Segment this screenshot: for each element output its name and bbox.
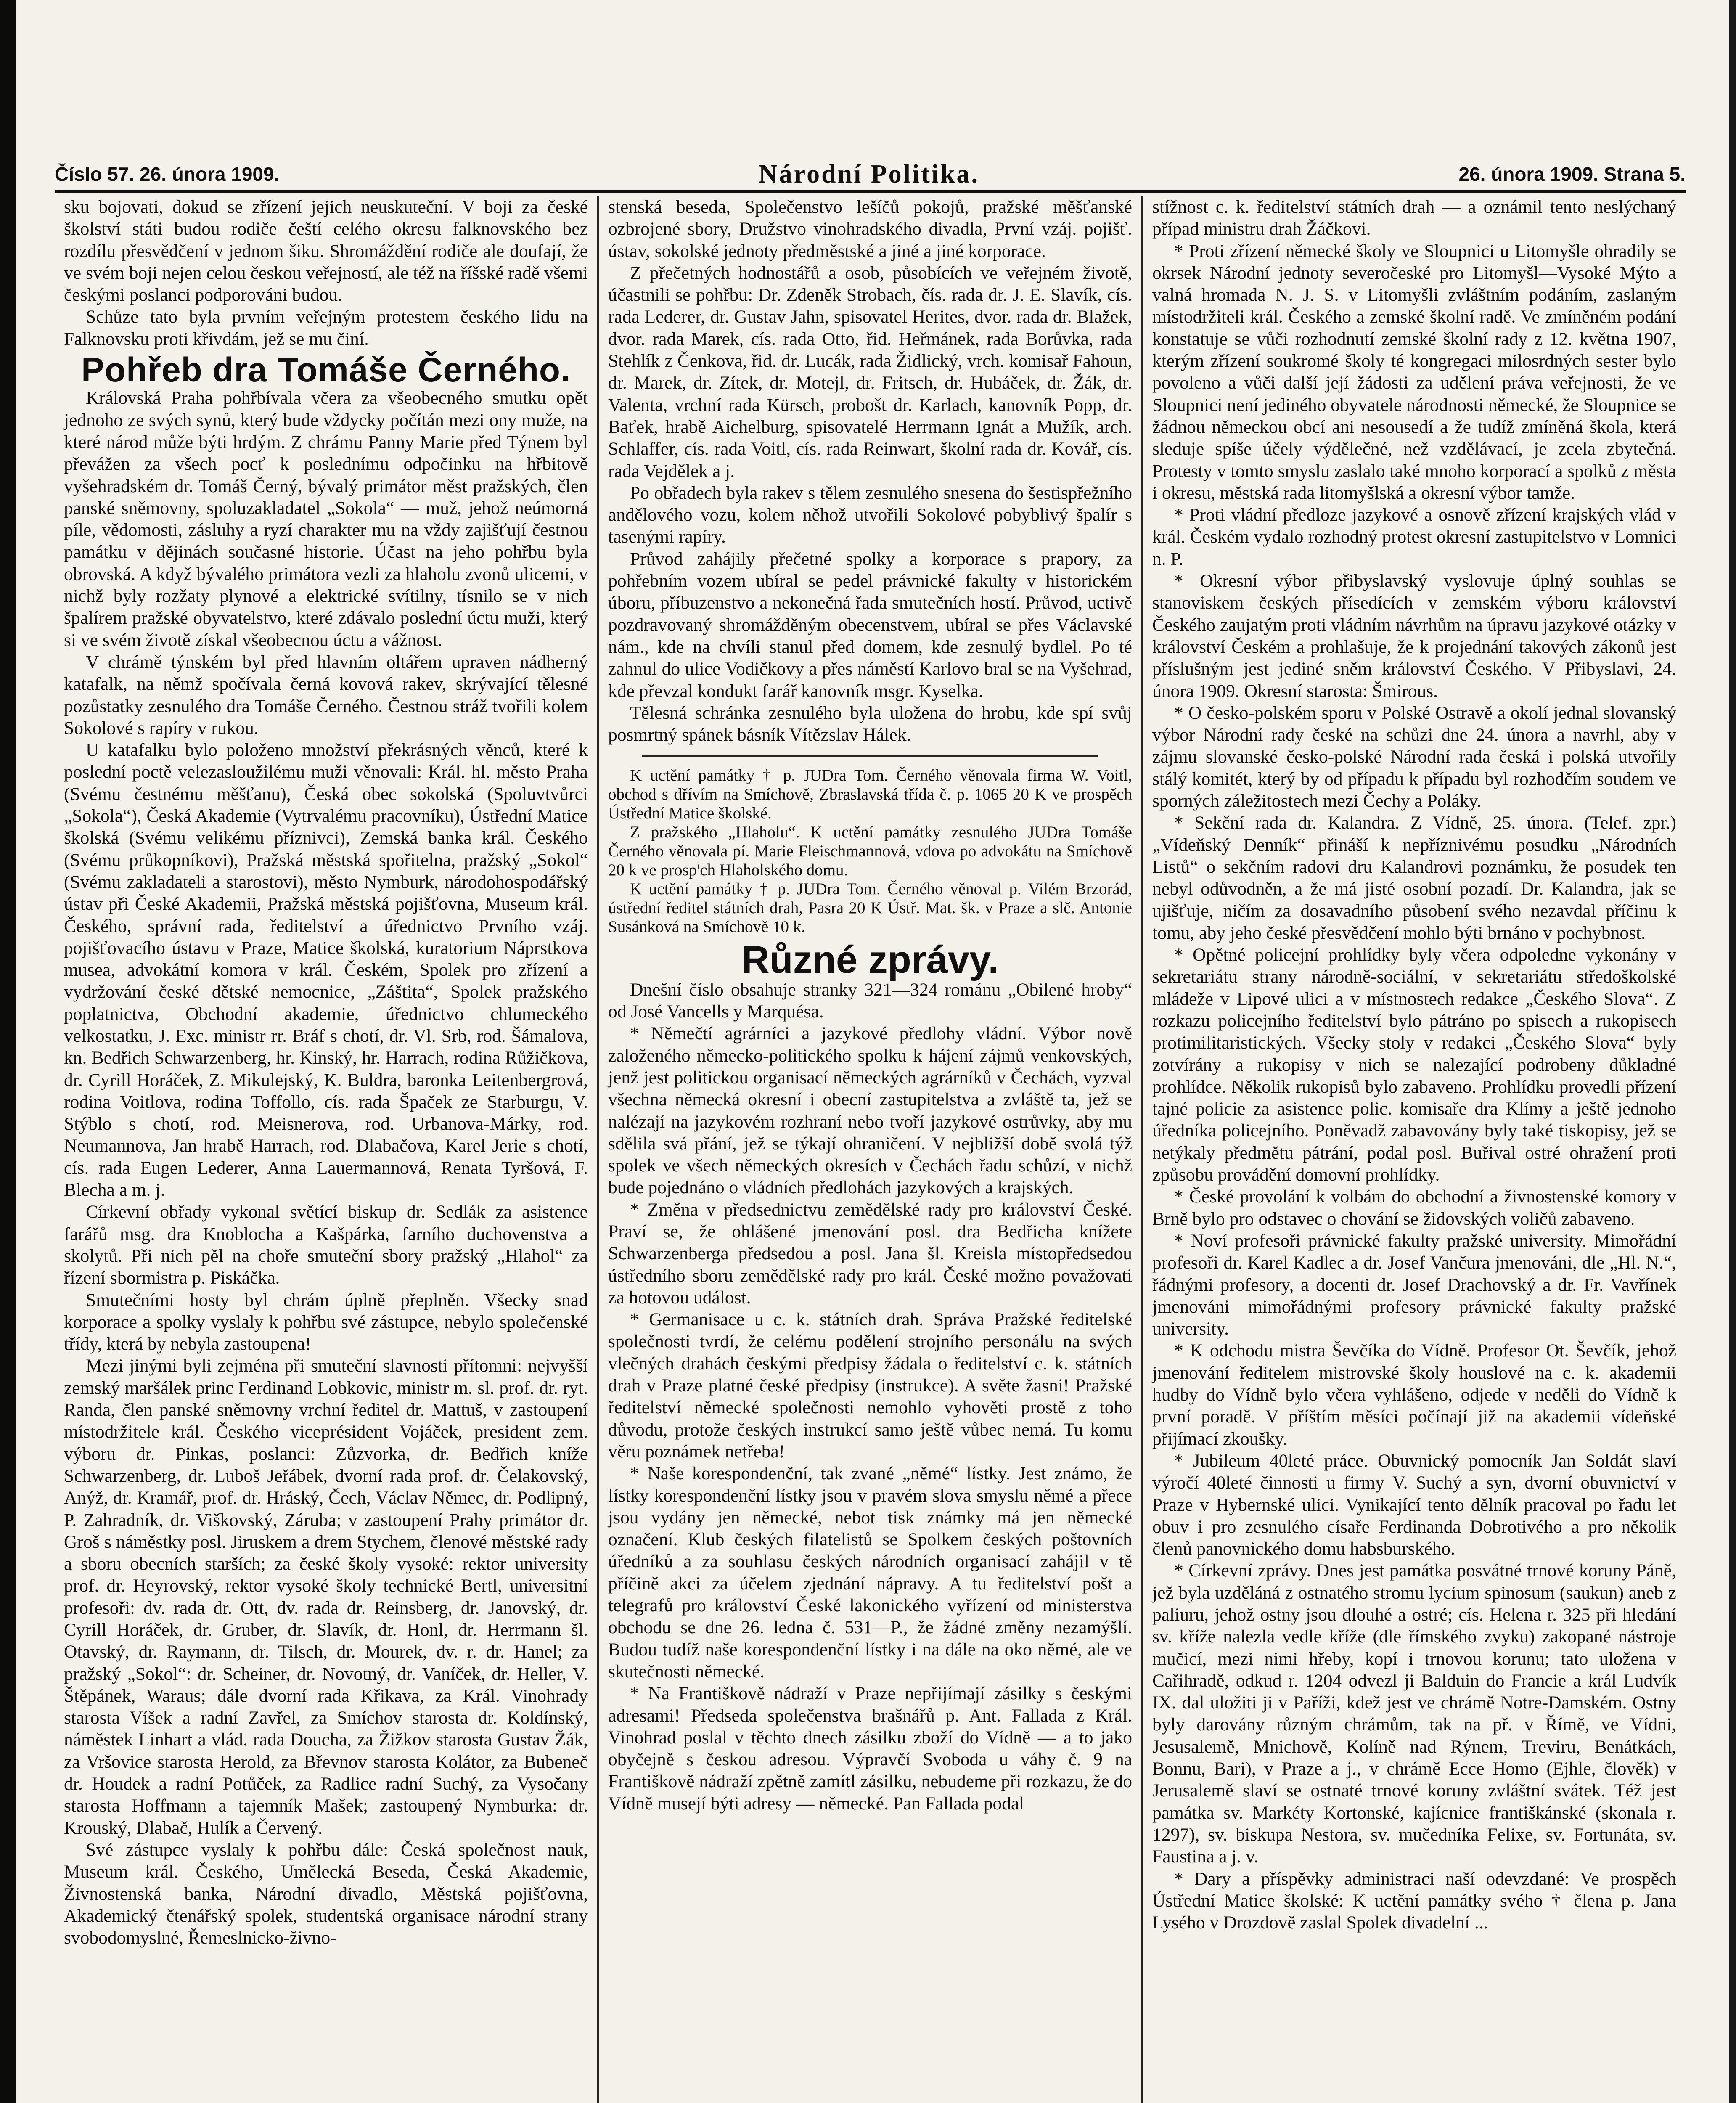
paragraph: Z pražského „Hlaholu“. K uctění památky zesnulého JUDra Tomáše Černého věnovala pí. Marie Fleischmannová, vdova po advokátu na Smíchově 20 k ve prosp'ch Hlaholského domu. [608,823,1132,879]
scan-edge-left [0,0,16,2103]
paragraph: Z přečetných hodnostářů a osob, působících ve veřejném životě, účastnili se pohřbu: Dr. Zdeněk Strobach, čís. rada dr. J. E. Slavík, cís. rada Lederer, dr. Gustav Jahn, spisovatel Herites, dvor. rada dr. Blažek, dvor. rada Marek, cís. rada Otto, řid. Heřmánek, rada Borůvka, rada Stehlík z Čenkova, řid. dr. Lucák, rada Židlický, vrch. komisař Fahoun, dr. Marek, dr. Zítek, dr. Motejl, dr. Fritsch, dr. Hubáček, dr. Žák, dr. Valenta, vrchní rada Kürsch, probošt dr. Karlach, kanovník Popp, dr. Baťek, hrabě Aichelburg, spisovatelé Herrmann Ignát a Mužík, arch. Schlaffer, cís. rada Voitl, cís. rada Reinwart, školní rada dr. Kovář, cís. rada Vejdělek a j. [608,262,1132,481]
paragraph: Církevní obřady vykonal světící biskup dr. Sedlák za asistence farářů msg. dra Knoblocha a Kašpárka, farního duchovenstva a skolytů. Při nich pěl na choře smuteční sbory pražský „Hlahol“ za řízení sbormistra p. Piskáčka. [64,1202,588,1288]
paragraph: * Germanisace u c. k. státních drah. Správa Pražské ředitelské společnosti tvrdí, že celému podělení strojního personálu na svých vlečných drahách českými předpisy žádala o ředitelství c. k. státních drah v Praze platné české předpisy (instrukce). A světe žasni! Pražské ředitelství německé společnosti nemohlo vyhověti prostě z toho důvodu, protože českých instrukcí samo ještě vůbec nemá. Tu komu věru poznámek netřeba! [608,1309,1132,1462]
column-1 [55,196,597,2103]
paragraph: V chrámě týnském byl před hlavním oltářem upraven nádherný katafalk, na němž spočívala černá kovová rakev, skrývající tělesné pozůstatky zesnulého dra Tomáše Černého. Čestnou stráž tvořili kolem Sokolové s rapíry v rukou. [64,652,588,738]
paragraph: U katafalku bylo položeno množství překrásných věnců, které k poslední poctě velezasloužilému muži věnovali: Král. hl. město Praha (Svému čestnému měšťanu), Česká obec sokolská (Spoluvtvůrci „Sokola“), Česká Akademie (Vytrvalému pracovníku), Ústřední Matice školská (Svému velikému příznivci), Zemská banka král. Českého (Svému průkopníkovi), Pražská městská spořitelna, pražský „Sokol“ (Svému zakladateli a starostovi), město Nymburk, národohospodářský ústav při České Akademii, Pražská městská pojišťovna, Museum král. Českého, správní rada, ředitelství a úřednictvo Prvního vzáj. pojišťovacího ústavu v Praze, Matice školská, kuratorium Náprstkova musea, advokátní komora v král. Českém, Spolek pro zřízení a vydržování české dětské nemocnice, „Záštita“, Spolek pražského poplatnictva, Obchodní akademie, úřednictvo chlumeckého velkostatku, J. Exc. ministr rr. Bráf s chotí, dr. Vl. Srb, rod. Šámalova, kn. Bedřich Schwarzenberg, hr. Kinský, hr. Harrach, rodina Růžičkova, dr. Cyrill Horáček, Z. Mikulejský, K. Buldra, baronka Leitenbergrová, rodina Voitlova, rodina Toffollo, cís. rada Špaček ze Starburgu, V. Stýblo s chotí, rod. Meisnerova, rod. Urbanova-Márky, rod. Neumannova, Jan hrabě Harrach, rod. Dlabačova, Karel Jerie s chotí, cís. rada Eugen Lederer, Anna Lauermannová, Renata Tyršová, F. Blecha a m. j. [64,740,588,1200]
article-columns [55,196,1686,2103]
paragraph: Smutečními hosty byl chrám úplně přeplněn. Všecky snad korporace a spolky vyslaly k pohřbu své zástupce, nebylo společenské třídy, která by nebyla zastoupena! [64,1290,588,1354]
divider [642,755,1098,757]
paragraph: * K odchodu mistra Ševčíka do Vídně. Profesor Ot. Ševčík, jehož jmenování ředitelem mistrovské školy houslové na c. k. akademii hudby do Vídně bylo včera vyhlášeno, odjede v neděli do Vídně k první poradě. V příštím měsíci počínají již na akademii vídeňské přijímací zkoušky. [1152,1340,1676,1449]
article-heading-funeral: Pohřeb dra Tomáše Černého. [81,351,571,389]
scan-edge-right [1729,0,1736,2103]
paragraph: * Církevní zprávy. Dnes jest památka posvátné trnové koruny Páně, jež byla uzděláná z ostnatého stromu lycium spinosum (saukun) aneb z paliuru, jehož ostny jsou dlouhé a ostré; cís. Helena r. 325 při hledání sv. kříže nalezla vedle kříže (dle římského zvyku) zakopané nástroje mučicí, mezi nimi hřeby, kopí i trnovou korunu; tato uložena v Cařihradě, odkud r. 1204 odvezl ji Balduin do Francie a král Ludvík IX. dal uložiti ji v Paříži, kdež jest ve chrámě Notre-Damském. Ostny byly darovány různým chrámům, tak na př. v Římě, ve Vídni, Jesusalemě, Mnichově, Kolíně nad Rýnem, Treviru, Benátkách, Bonnu, Bari), v Praze a j., v chrámě Ecce Homo (Ejhle, člověk) v Jerusalemě slaví se ostnaté trnové koruny zvláštní svátek. Též jest památka sv. Markéty Kortonské, kajícnice františkánské (skonala r. 1297), sv. biskupa Nestora, sv. mučedníka Felixe, sv. Fortunáta, sv. Faustina a j. v. [1152,1560,1676,1867]
paragraph: * České provolání k volbám do obchodní a živnostenské komory v Brně bylo pro odstavec o chování se židovských voličů zabaveno. [1152,1187,1676,1229]
paragraph: stížnost c. k. ředitelství státních drah — a oznámil tento neslýchaný případ ministru drah Žáčkovi. [1152,197,1676,239]
column-2 [597,196,1141,2103]
header-rule [55,190,1686,193]
paragraph: Dnešní číslo obsahuje stranky 321—324 románu „Obilené hroby“ od José Vancells y Marquésa. [608,979,1132,1022]
paragraph: K uctění památky † p. JUDra Tom. Černého věnovala firma W. Voitl, obchod s dřívím na Smíchově, Zbraslavská třída č. p. 1065 20 K ve prospěch Ústřední Matice školské. [608,766,1132,823]
paragraph: * Němečtí agrárníci a jazykové předlohy vládní. Výbor nově založeného německo-politického spolku k hájení zájmů venkovských, jenž jest politickou organisací německých agrárníků v Čechách, vyzval všechna německá okresní i obecní zastupitelstva a zvláště ta, jež se nalézají na jazykovém rozhraní nebo tvoří jazykové ostrůvky, aby mu sdělila svá přání, jež se týkají ohraničení. V nejbližší době svolá týž spolek ve všech německých okresích v Čechách řadu schůzí, v nichž bude pojednáno o vládních předlohách jazykových a krajských. [608,1023,1132,1198]
paragraph: Tělesná schránka zesnulého byla uložena do hrobu, kde spí svůj posmrtný spánek básník Vítězslav Hálek. [608,702,1132,745]
paragraph: Po obřadech byla rakev s tělem zesnulého snesena do šestispřežního andělového vozu, kolem něhož utvořili Sokolové pobyblivý špalír s tasenými rapíry. [608,482,1132,547]
header-date-page: 26. února 1909. Strana 5. [1458,163,1686,185]
paragraph: * Proti zřízení německé školy ve Sloupnici u Litomyšle ohradily se okrsek Národní jednoty severočeské pro Litomyšl—Vysoké Mýto a valná hromada N. J. S. v Litomyšli zvláštním podáním, zaslaným místodržiteli král. Českého a zemské školní radě. Ve zmíněném podání konstatuje se vůči rozhodnutí zemské školní rady z 12. května 1907, kterým zřízení soukromé školy té kongregaci milosrdných sester bylo povoleno a vůči další její žádosti za udělení práva veřejnosti, že ve Sloupnici není jediného obyvatele národnosti německé, že Sloupnice se žádnou německou obcí ani nesousedí a že tudíž zmíněná škola, která sleduje spíše účely výdělečné, než vzdělávací, je zcela zbytečná. Protesty v tomto smyslu zaslalo také mnoho korporací a spolků z města i okresu, městská rada litomyšlská a okresní výbor tamže. [1152,241,1676,503]
section-heading-various-news: Různé zprávy. [741,938,999,982]
paragraph: Mezi jinými byli zejména při smuteční slavnosti přítomni: nejvyšší zemský maršálek princ Ferdinand Lobkovic, ministr m. sl. prof. dr. ryt. Randa, člen panské sněmovny vrchní ředitel dr. Mattuš, v zastoupení místodržitele král. Českého viceprésident Vojáček, president zem. výboru dr. Pinkas, poslanci: Zůzvorka, dr. Bedřich kníže Schwarzenberg, dr. Luboš Jeřábek, dvorní rada prof. dr. Čelakovský, Anýž, dr. Kramář, prof. dr. Hráský, Čech, Václav Němec, dr. Podlipný, P. Zahradník, dr. Viškovský, Záruba; v zastoupení Prahy primátor dr. Groš s náměstky posl. Jiruskem a drem Stychem, členové městské rady a sboru obecních starších; za české školy vysoké: rektor university prof. dr. Heyrovský, rektor vysoké školy technické Bertl, universitní profesoři: dv. rada dr. Ott, dv. rada dr. Reinsberg, dr. Janovský, dr. Cyrill Horáček, dr. Gruber, dr. Slavík, dr. Honl, dr. Herrmann šl. Otavský, dr. Raymann, dr. Tilsch, dr. Mourek, dv. r. dr. Hanel; za pražský „Sokol“: dr. Scheiner, dr. Novotný, dr. Vaníček, dr. Heller, V. Štěpánek, Waraus; dále dvorní rada Křikava, za Král. Vinohrady starosta Víšek a radní Zavřel, za Smíchov starosta dr. Koldínský, náměstek Linhart a vlád. rada Doucha, za Žižkov starosta Gustav Žák, za Vršovice starosta Herold, za Břevnov starosta Kolátor, za Bubeneč dr. Houdek a radní Potůček, za Radlice radní Suchý, za Vysočany starosta Hoffmann a tajemník Mašek; zastoupený Nymburka: dr. Krouský, Dlabač, Hulík a Červený. [64,1356,588,1838]
paragraph: * Noví profesoři právnické fakulty pražské university. Mimořádní profesoři dr. Karel Kadlec a dr. Josef Vančura jmenováni, dle „Hl. N.“, řádnými profesory, a docenti dr. Josef Drachovský a dr. Fr. Vavřínek jmenováni mimořádnými profesory právnické fakulty pražské university. [1152,1230,1676,1339]
paragraph: stenská beseda, Společenstvo lešíčů pokojů, pražské měšťanské ozbrojené sbory, Družstvo vinohradského divadla, První vzáj. pojišť. ústav, sokolské jednoty předměstské a jiné a jiné korporace. [608,197,1132,261]
paragraph: * Na Františkově nádraží v Praze nepřijímají zásilky s českými adresami! Předseda společenstva brašnářů p. Ant. Fallada z Král. Vinohrad poslal v těchto dnech zásilku zboží do Vídně — a to jako obyčejně s českou adresou. Výpravčí Svoboda u váhy č. 9 na Františkově nádraží zpětně zamítl zásilku, nebudeme při rozkazu, že do Vídně musejí býti adresy — německé. Pan Fallada podal [608,1683,1132,1814]
paragraph: Své zástupce vyslaly k pohřbu dále: Česká společnost nauk, Museum král. Českého, Umělecká Beseda, Česká Akademie, Živnostenská banka, Národní divadlo, Městská pojišťovna, Akademický čtenářský spolek, studentská organisace národní strany svobodomyslné, Řemeslnicko-živno- [64,1839,588,1948]
paragraph: Průvod zahájily přečetné spolky a korporace s prapory, za pohřebním vozem ubíral se pedel právnické fakulty v historickém úboru, příbuzenstvo a nekonečná řada smutečních hostí. Průvod, uctivě pozdravovaný shromážděným obecenstvem, ubíral se přes Václavské nám., kde na chvíli stanul před domem, kde zesnulý bydlel. Po té zahnul do ulice Vodičkovy a přes náměstí Karlovo bral se na Vyšehrad, kde převzal kondukt farář kanovník msgr. Kyselka. [608,548,1132,701]
paragraph: * Sekční rada dr. Kalandra. Z Vídně, 25. února. (Telef. zpr.) „Vídeňský Denník“ přináší k nepříznivému posudku „Národních Listů“ o sekčním radovi dru Kalandrovi poznámku, že posudek ten nebyl odůvodněn, a že má jisté osobní pozadí. Dr. Kalandra, jak se ujišťuje, ničím za dosavadního působení svého nezavdal příčinu k tomu, aby jeho české přesvědčení mohlo býti brnáno v pochybnost. [1152,813,1676,943]
paragraph: Královská Praha pohřbívala včera za všeobecného smutku opět jednoho ze svých synů, který bude vždycky počítán mezi ony muže, na které národ může býti hrdým. Z chrámu Panny Marie před Týnem byl převážen za všech pocť k poslednímu odpočinku na hřbitově vyšehradském dr. Tomáš Černý, bývalý primátor měst pražských, člen panské sněmovny, spoluzakladatel „Sokola“ — muž, jehož neúmorná píle, vědomosti, zásluhy a ryzí charakter mu na vždy zajišťují čestnou památku v dějinách současné historie. Účast na jeho pohřbu byla obrovská. A když bývalého primátora vezli za hlaholu zvonů ulicemi, v nichž byly rozžaty plynové a elektrické svítilny, tísnilo se v nich špalírem pražské obyvatelstvo, které zdávalo poslední úctu muži, který si ve svém životě získal všeobecnou úctu a vážnost. [64,388,588,650]
paragraph: * Jubileum 40leté práce. Obuvnický pomocník Jan Soldát slaví výročí 40leté činnosti u firmy V. Suchý a syn, dvorní obuvnictví v Praze v Hybernské ulici. Vynikající tento dělník pracoval po řadu let obuv i pro zesnulého císaře Ferdinanda Dobrotivého a pro několik členů panovnického domu habsburského. [1152,1450,1676,1559]
paragraph: sku bojovati, dokud se zřízení jejich neuskuteční. V boji za české školství státi budou rodiče čeští celého okresu falknovského bez rozdílu přesvědčení v jednom šiku. Shromáždění rodiče ale doufají, že ve svém boji nejen celou českou veřejností, ale též na říšské radě všemi českými poslanci podporováni budou. [64,197,588,305]
header-issue-date: Číslo 57. 26. února 1909. [55,163,280,185]
paragraph: Schůze tato byla prvním veřejným protestem českého lidu na Falknovsku proti křivdám, jež se mu činí. [64,307,588,349]
paragraph: * Proti vládní předloze jazykové a osnově zřízení krajských vlád v král. Českém vydalo rozhodný protest okresní zastupitelstvo v Lomnici n. P. [1152,505,1676,569]
paragraph: K uctění památky † p. JUDra Tom. Černého věnoval p. Vilém Brzorád, ústřední ředitel státních drah, Pasra 20 K Ústř. Mat. šk. v Praze a slč. Antonie Susánková na Smíchově 10 k. [608,880,1132,936]
page-header [55,159,1686,189]
paragraph: * Změna v předsednictvu zemědělské rady pro království České. Praví se, že ohlášené jmenování posl. dra Bedřicha knížete Schwarzenberga předsedou a posl. Jana šl. Kreisla místopředsedou ústředního sboru zemědělské rady pro král. České možno považovati za hotovou událost. [608,1199,1132,1308]
paragraph: * Naše korespondenční, tak zvané „němé“ lístky. Jest známo, že lístky korespondenční lístky jsou v pravém slova smyslu němé a přece jsou vydány jen německé, nebot tisk známky má jen německé označení. Klub českých filatelistů se Spolkem českých poštovních úředníků a za souhlasu českých národních organisací zahájil v tě příčině akci za účelem zjednání nápravy. A tu ředitelství pošt a telegrafů pro království České lakonického vyřízení od ministerstva obchodu se dne 26. ledna č. 531—P., že žádné změny nezamýšlí. Budou tudíž naše korespondenční lístky i na dále na oko němé, ale ve skutečnosti německé. [608,1463,1132,1682]
paragraph: * Opětné policejní prohlídky byly včera odpoledne vykonány v sekretariátu strany národně-sociální, v sekretariátu středoškolské mládeže v Lipové ulici a v místnostech redakce „Českého Slova“. Z rozkazu policejního ředitelství bylo pátráno po spisech a rukopisech protimilitaristických. Všecky stoly v redakci „Českého Slova“ byly zotvírány a rukopisy v nich se nalezající podrobeny důkladné prohlídce. Několik rukopisů bylo zabaveno. Prohlídku provedli přízení tajné policie za asistence polic. komisaře dra Klímy a ještě jednoho úředníka policejního. Poněvadž zabavovány byly také tiskopisy, jež se netýkaly předmětu pátrání, podal posl. Buřival ostré ohražení proti způsobu provádění domovní prohlídky. [1152,945,1676,1185]
column-3 [1141,196,1686,2103]
masthead-title: Národní Politika. [758,159,979,188]
paragraph: * Dary a příspěvky administraci naší odevzdané: Ve prospěch Ústřední Matice školské: K uctění památky svého † člena p. Jana Lysého v Drozdově zaslal Spolek divadelní ... [1152,1868,1676,1933]
paragraph: * O česko-polském sporu v Polské Ostravě a okolí jednal slovanský výbor Národní rady české na schůzi dne 24. února a navrhl, aby v zájmu slovanské česko-polské Národní rada česká i polská utvořily stálý komitét, který by od případu k případu byl rozhodčím soudem ve sporných záležitostech mezi Čechy a Poláky. [1152,702,1676,811]
paragraph: * Okresní výbor přibyslavský vyslovuje úplný souhlas se stanoviskem českých přísedících v zemském výboru království Českého zaujatým proti vládním návrhům na úpravu jazykové otázky v království Českém a prohlašuje, že k projednání takových zákonů jest příslušným jest jediné sněm království Českého. V Přibyslavi, 24. února 1909. Okresní starosta: Šmirous. [1152,571,1676,701]
